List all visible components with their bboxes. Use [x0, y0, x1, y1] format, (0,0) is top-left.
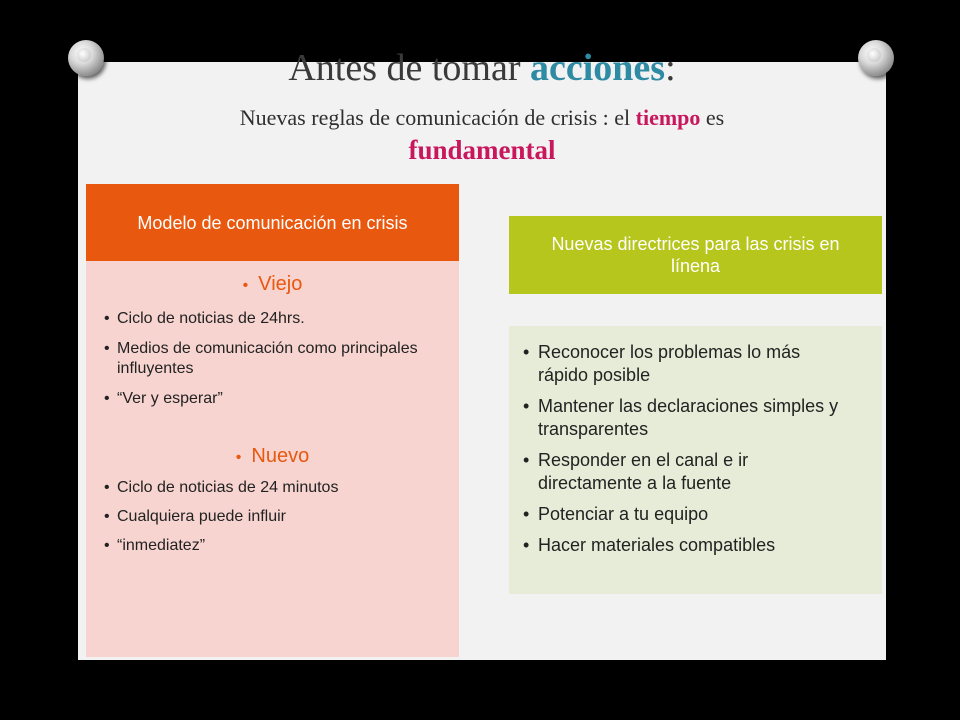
new-list — [86, 478, 446, 556]
subtitle-tiempo: tiempo — [635, 105, 701, 130]
slide-subtitle — [78, 102, 886, 168]
title-accent: acciones — [530, 47, 666, 89]
title-text: Antes de tomar — [288, 47, 521, 89]
left-heading-text: Modelo de comunicación en crisis — [137, 212, 408, 233]
subtitle-text: Nuevas reglas de comunicación de crisis : el — [239, 105, 631, 130]
list-item: • “Ver y esperar” — [86, 389, 446, 409]
left-panel-body — [86, 261, 459, 657]
left-panel-heading — [86, 184, 459, 261]
list-item: • Hacer materiales compatibles — [509, 534, 854, 557]
right-panel-heading — [509, 216, 882, 294]
list-item: • Mantener las declaraciones simples y transparentes — [509, 395, 854, 441]
list-item: • Cualquiera puede influir — [86, 507, 446, 527]
list-item: • “inmediatez” — [86, 536, 446, 556]
list-item: • Reconocer los problemas lo más rápido posible — [509, 341, 854, 387]
title-colon: : — [665, 47, 676, 89]
subtitle-es: es — [705, 105, 725, 130]
old-list — [86, 309, 446, 409]
slide-title — [78, 46, 886, 90]
new-label: • Nuevo — [86, 445, 459, 468]
list-item: • Potenciar a tu equipo — [509, 503, 854, 526]
directives-list — [509, 341, 854, 557]
list-item: • Responder en el canal e ir directamente a la fuente — [509, 449, 854, 495]
subtitle-fundamental: fundamental — [408, 135, 556, 165]
right-heading-text: Nuevas directrices para las crisis en línena — [551, 234, 840, 276]
right-panel-body — [509, 326, 882, 594]
old-label: • Viejo — [86, 273, 459, 296]
list-item: • Ciclo de noticias de 24hrs. — [86, 309, 446, 329]
list-item: • Medios de comunicación como principales influyentes — [86, 339, 446, 379]
list-item: • Ciclo de noticias de 24 minutos — [86, 478, 446, 498]
